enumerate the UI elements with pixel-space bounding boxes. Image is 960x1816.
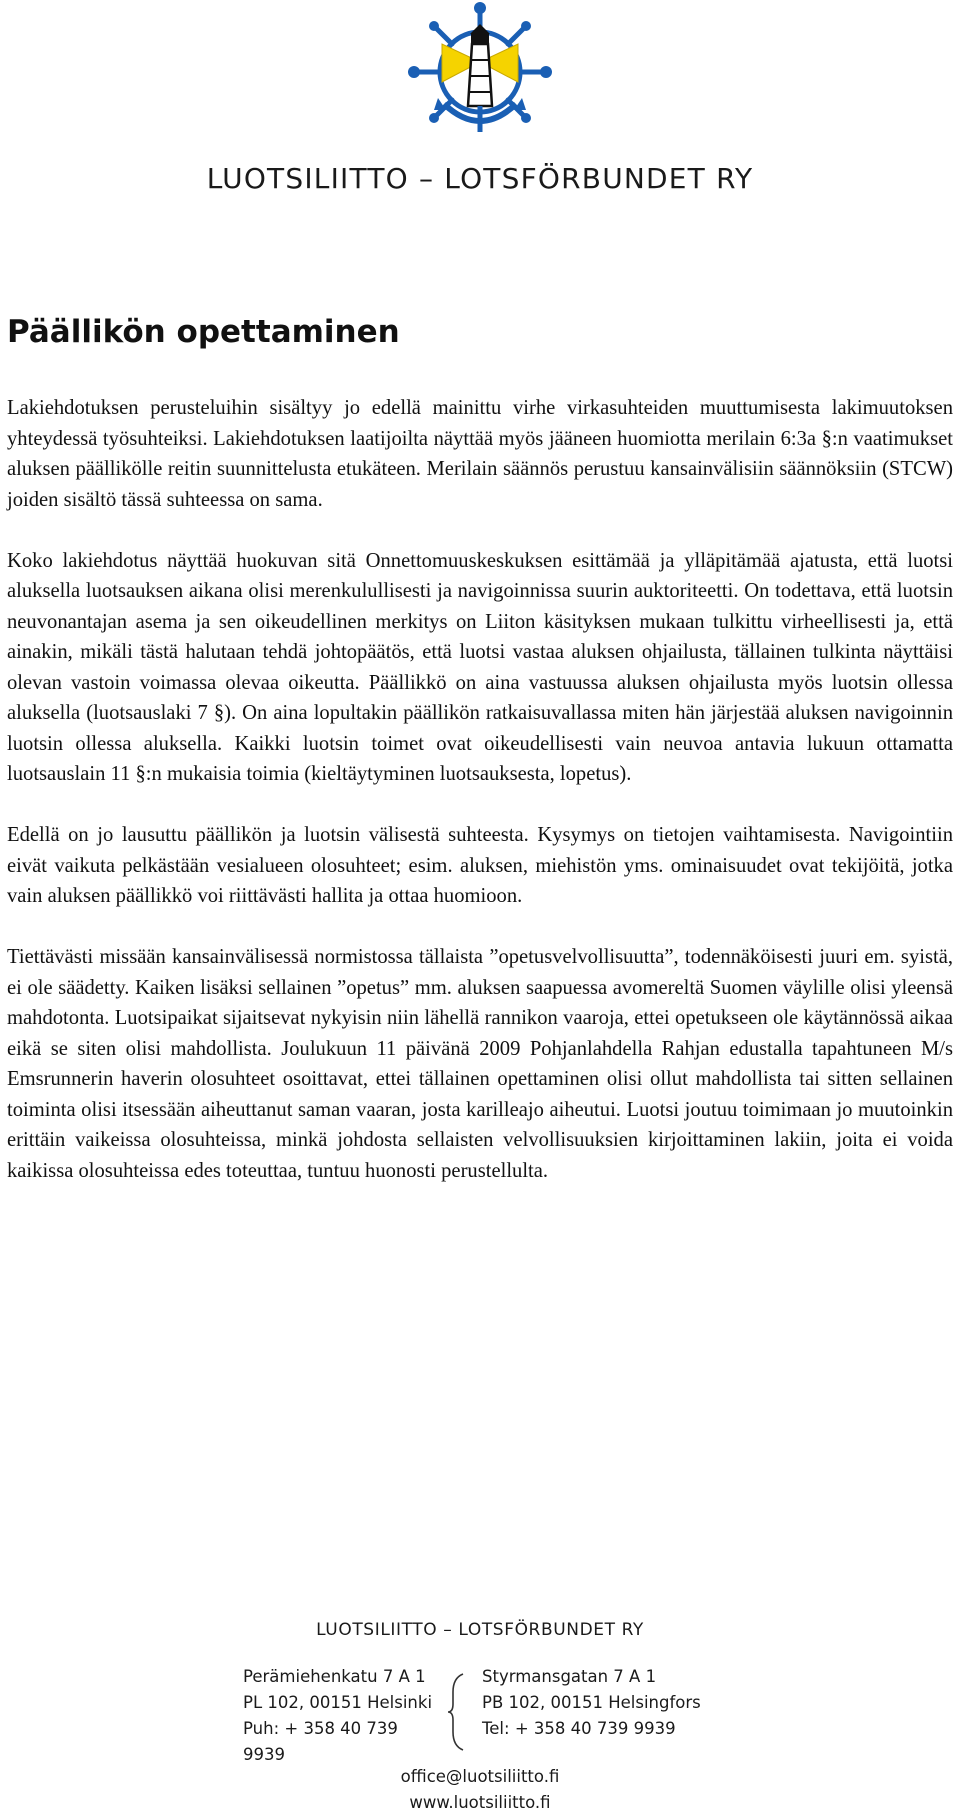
footer-addresses bbox=[0, 1664, 960, 1764]
address-sv-phone: Tel: + 358 40 739 9939 bbox=[482, 1719, 676, 1738]
website-link[interactable]: www.luotsiliitto.fi bbox=[409, 1793, 551, 1812]
body-paragraph-4: Tiettävästi missään kansainvälisessä normistossa tällaista ”opetusvelvollisuutta”, todennäköisesti juuri em. syistä, ei ole säädetty. Kaiken lisäksi sellainen ”opetus” mm. aluksen saapuessa avomereltä Suomen väylille olisi yleensä mahdotonta. Luotsipaikat sijaitsevat nykyisin niin lähellä rannikon vaaroja, ettei opetukseen ole käytännössä aikaa eikä se siten olisi mahdollista. Joulukuun 11 päivänä 2009 Pohjanlahdella Rahjan edustalla tapahtuneen M/s Emsrunnerin haverin olosuhteet osoittavat, ettei tällainen opettaminen olisi ollut mahdollista tai sitten sellainen toiminta olisi itsessään aiheuttanut saman vaaran, josta karilleajo aiheutui. Luotsi joutuu toimimaan jo muutoinkin erittäin vaikeissa olosuhteissa, minkä johdosta sellaisten velvollisuuksien kirjoittaminen lakiin, joita ei voida kaikissa olosuhteissa edes toteuttaa, tuntuu huonosti perustellulta. bbox=[7, 946, 953, 1182]
footer-org-name: LUOTSILIITTO – LOTSFÖRBUNDET RY bbox=[316, 1620, 644, 1640]
document-body bbox=[7, 393, 953, 1217]
organization-header: LUOTSILIITTO – LOTSFÖRBUNDET RY bbox=[206, 162, 754, 195]
address-fi-street: Perämiehenkatu 7 A 1 bbox=[243, 1667, 426, 1686]
address-finnish bbox=[243, 1664, 445, 1768]
lighthouse-ship-wheel-logo bbox=[408, 0, 552, 142]
body-paragraph-1: Lakiehdotuksen perusteluihin sisältyy jo edellä mainittu virhe virkasuhteiden muuttumisesta lakimuutoksen yhteydessä työsuhteiksi. Lakiehdotuksen laatijoilta näyttää myös jääneen huomiotta merilain 6:3a §:n vaatimukset aluksen päällikölle reitin suunnittelusta etukäteen. Merilain säännös perustuu kansainvälisiin säännöksiin (STCW) joiden sisältö tässä suhteessa on sama. bbox=[7, 397, 953, 511]
address-sv-postal: PB 102, 00151 Helsingfors bbox=[482, 1693, 701, 1712]
address-divider-brace bbox=[447, 1672, 471, 1752]
email-link[interactable]: office@luotsiliitto.fi bbox=[400, 1767, 560, 1786]
address-fi-postal: PL 102, 00151 Helsinki bbox=[243, 1693, 433, 1712]
footer-contact bbox=[0, 1764, 960, 1816]
body-paragraph-3: Edellä on jo lausuttu päällikön ja luotsin välisestä suhteesta. Kysymys on tietojen vaihtamisesta. Navigointiin eivät vaikuta pelkästään vesialueen olosuhteet; esim. aluksen, miehistön yms. ominaisuudet ovat tekijöitä, jotka vain aluksen päällikkö voi riittävästi hallita ja ottaa huomioon. bbox=[7, 824, 953, 907]
letterhead-footer bbox=[0, 1620, 960, 1816]
page-title: Päällikön opettaminen bbox=[7, 314, 400, 350]
body-paragraph-2: Koko lakiehdotus näyttää huokuvan sitä Onnettomuuskeskuksen esittämää ja ylläpitämää ajatusta, että luotsi aluksella luotsauksen aikana olisi merenkulullisesti ja navigoinnissa suurin auktoriteetti. On todettava, että luotsin neuvonantajan asema ja sen oikeudellinen merkitys on Liiton käsityksen mukaan tulkittu virheellisesti ja, että ainakin, mikäli tästä halutaan tehdä johtopäätös, että luotsi vastaa aluksen ohjailusta, tällainen tulkinta näyttäisi olevan vastoin voimassa olevaa oikeutta. Päällikkö on aina vastuussa aluksen ohjailusta myös luotsin ollessa aluksella (luotsauslaki 7 §). On aina lopultakin päällikön ratkaisuvallassa miten hän järjestää aluksen navigoinnin luotsin ollessa aluksella. Kaikki luotsin toimet ovat oikeudellisesti vain neuvoa antavia lukuun ottamatta luotsauslain 11 §:n mukaisia toimia (kieltäytyminen luotsauksesta, lopetus). bbox=[7, 549, 953, 785]
address-sv-street: Styrmansgatan 7 A 1 bbox=[482, 1667, 657, 1686]
address-fi-phone: Puh: + 358 40 739 9939 bbox=[243, 1719, 398, 1764]
address-swedish bbox=[482, 1664, 722, 1742]
